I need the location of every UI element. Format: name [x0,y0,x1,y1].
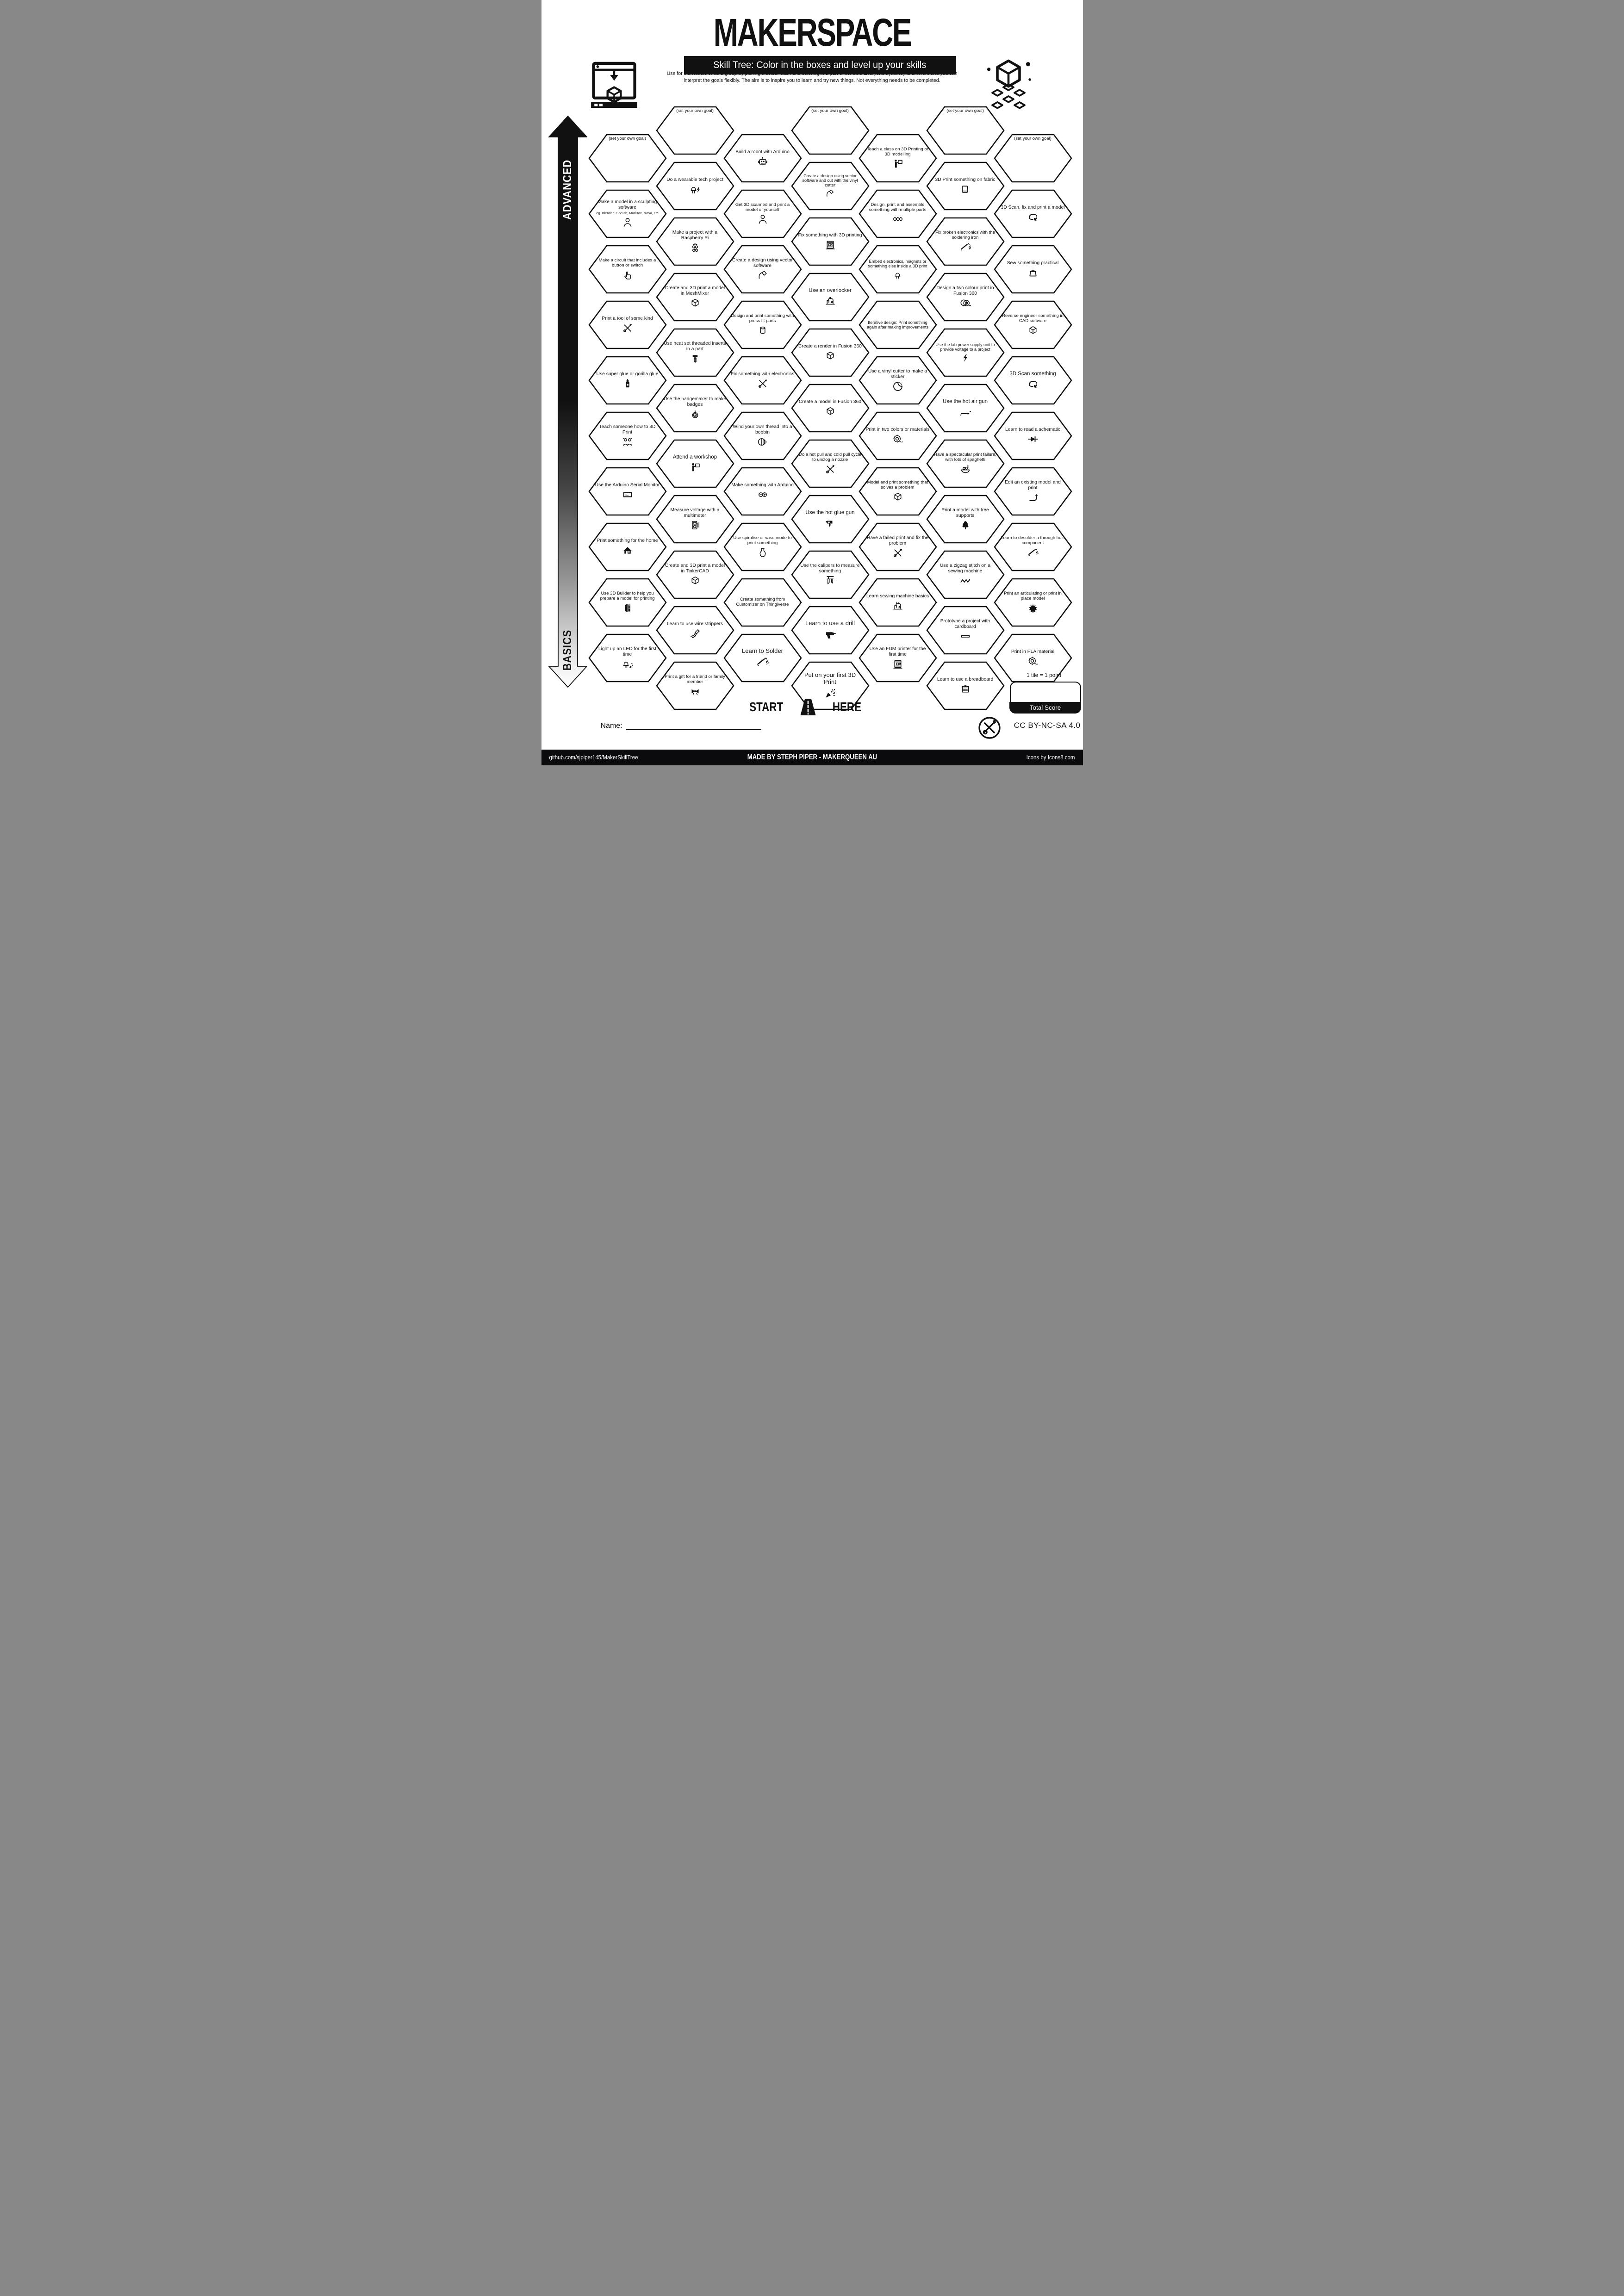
crossed-tools-icon [757,378,768,389]
bag-icon [1027,267,1039,278]
crossed-tools-icon [825,464,836,475]
footer-bar [541,750,1083,765]
tile-label: 3D Scan, fix and print a model [1001,205,1065,210]
skill-tile[interactable] [993,577,1073,627]
goal-tile[interactable] [993,133,1073,183]
tile-label: Use the hot air gun [942,398,988,404]
tile-label: Use heat set threaded inserts in a part [664,341,726,352]
tile-label: Learn to desolder a through hole component [1001,535,1065,546]
tile-label: Learn to read a schematic [1005,427,1061,432]
tile-label: (set your own goal) [811,108,849,113]
skill-tile[interactable] [993,522,1073,572]
tile-label: Use 3D Builder to help you prepare a model for printing [600,590,655,601]
cylinder-icon [757,325,768,336]
filament-spool-icon [1027,656,1039,667]
tile-label: (set your own goal) [676,108,714,113]
dragon-icon [1027,602,1039,614]
tile-label: Edit an existing model and print [1005,479,1061,490]
name-label: Name: [600,722,622,730]
tile-label: Print a model with tree supports [941,507,989,518]
tile-label: (set your own goal) [609,136,646,141]
tile-label: Use a zigzag stitch on a sewing machine [940,563,991,574]
tile-label: Design and print something with press fit parts [731,313,794,323]
gift-bow-icon [690,686,701,697]
drill-icon [824,628,836,640]
tile-label: Create something from Customizer on Thingiverse [736,597,789,607]
lightning-icon [960,353,970,363]
tile-label: Make a project with a Raspberry Pi [672,230,718,241]
tile-label: Do a wearable tech project [666,177,723,182]
tile-label: Do a hot pull and cold pull cycle to unclog a nozzle [799,452,861,462]
glue-bottle-icon [622,378,633,389]
name-input-line[interactable] [626,722,761,730]
tile-label: Make a model in a sculpting software [597,199,657,210]
bobbin-icon [757,436,768,447]
house-icon [622,545,633,556]
cube-icon [825,406,836,417]
spaghetti-bowl-icon [960,464,971,475]
start-word: START [749,700,783,714]
pen-tool-icon [757,270,768,281]
footer-icons-credit: Icons by Icons8.com [1027,754,1075,761]
tile-label: Print something for the home [597,538,658,543]
tile-label: Use spiralise or vase mode to print something [733,535,792,546]
tile-label: Learn to Solder [742,647,783,654]
tile-label: Make something with Arduino [731,482,794,488]
road-icon [793,697,823,717]
edit-arrows-icon [1027,492,1039,503]
zigzag-icon [960,575,971,586]
skill-grid [541,0,1083,765]
tile-label: Create a design using vector software and cut with the vinyl cutter [802,173,858,188]
tile-label: Use an FDM printer for the first time [869,646,926,657]
raspberry-pi-icon [690,242,701,253]
tile-label: Fix something with electronics [730,371,795,377]
vase-icon [757,547,768,558]
crossed-tools-icon [622,323,633,334]
tile-label: Print a tool of some kind [602,316,653,321]
hand-press-icon [622,269,633,280]
calipers-icon [825,575,836,586]
total-score-box[interactable] [1010,682,1081,713]
tile-label: Put on your first 3D Print [804,671,856,685]
pen-tool-icon [825,189,835,199]
cube-icon [892,491,903,503]
page-title: MAKERSPACE [713,11,911,54]
skill-tile[interactable] [993,244,1073,294]
fabric-icon [960,184,971,195]
advanced-label: ADVANCED [560,159,574,220]
subtitle-text: Skill Tree: Color in the boxes and level up your skills [713,60,927,70]
footer-credit: MADE BY STEPH PIPER - MAKERQUEEN AU [747,753,877,761]
tile-label: Fix something with 3D printing [798,232,862,238]
cube-icon [1027,325,1039,336]
diode-icon [1027,434,1039,445]
3d-scan-icon [1027,379,1039,390]
tile-label: Print an articulating or print in place model [1004,590,1062,601]
tile-label: Iterative design: Print something again after making improvements [866,320,929,329]
tile-label: Print in two colors or materials [865,427,930,432]
tile-label: Build a robot with Arduino [735,149,790,155]
presenter-icon [690,462,701,473]
tile-label: Use the badgemaker to make badges [663,396,727,407]
two-people-icon [622,436,633,447]
tile-label: Design a two colour print in Fusion 360 [936,285,994,296]
multimeter-icon [690,520,701,531]
3d-printer-icon [825,239,836,250]
tile-label: Create and 3D print a model in MeshMixer [665,285,725,296]
tile-label: Embed electronics, magnets or something else inside a 3D print [868,259,927,268]
3d-printer-icon [892,658,903,670]
soldering-iron-icon [1027,547,1039,558]
skill-tile[interactable] [993,411,1073,461]
tile-label: Measure voltage with a multimeter [670,507,720,518]
tile-label: Make a circuit that includes a button or switch [598,257,656,268]
screw-icon [690,353,701,364]
cardboard-icon [960,631,971,642]
tile-label: Fix broken electronics with the soldering iron [935,230,996,240]
tree-icon [960,520,971,531]
wire-strippers-icon [690,628,701,639]
breadboard-icon [960,683,971,695]
tile-sublabel: eg. Blender, Z-brush, MudBox, Maya, etc [596,211,659,216]
tile-label: Teach a class on 3D Printing or 3D modelling [867,146,928,157]
badge-icon [690,409,701,420]
tile-label: Use super glue or gorilla glue [596,371,659,377]
sticker-icon [892,381,903,392]
tile-label: Have a failed print and fix the problem [866,535,929,546]
tile-label: Get 3D scanned and print a model of yourself [735,202,790,212]
makerspace-poster [541,0,1083,765]
footer-github: github.com/sjpiper145/MakerSkillTree [549,754,638,761]
tile-label: Wind your own thread into a bobbin [733,424,792,435]
hot-air-gun-icon [960,406,971,417]
cube-icon [690,298,701,309]
tile-label: Have a spectacular print failure, with lots of spaghetti [934,452,996,462]
tile-label: Use an overlocker [809,287,852,293]
robot-icon [757,156,768,167]
tile-label: Create and 3D print a model in TinkerCAD [665,563,725,574]
tile-label: Use the hot glue gun [805,509,855,515]
tile-label: Learn to use a drill [805,619,855,627]
overlocker-icon [825,295,836,306]
glue-gun-icon [825,517,836,528]
tile-label: Use the lab power supply unit to provide voltage to a project [935,342,995,352]
tile-label: (set your own goal) [1014,136,1052,141]
tile-label: 3D Print something on fabric [935,177,996,182]
score-hint: 1 tile = 1 point [1026,672,1062,678]
skill-tile[interactable] [993,355,1073,405]
tile-label: Print a gift for a friend or family member [665,674,725,684]
here-word: HERE [832,700,861,714]
cube-icon [825,350,836,361]
serial-monitor-icon [622,489,633,500]
tile-label: Reverse engineer something in CAD software [1002,313,1064,323]
tile-label: Use the calipers to measure something [800,563,860,574]
statue-icon [622,217,633,228]
license-text: CC BY-NC-SA 4.0 [1014,721,1081,730]
tile-label: Model and print something that solves a problem [867,479,928,490]
tile-label: Use the Arduino Serial Monitor [595,482,660,488]
tile-label: Print in PLA material [1011,649,1055,654]
filament-spool-icon [892,434,903,445]
tile-label: Learn to use a breadboard [937,676,994,682]
presenter-icon [892,158,903,169]
tile-label: Create a render in Fusion 360 [798,343,862,349]
skill-tile[interactable] [993,189,1073,239]
tile-label: Prototype a project with cardboard [940,618,990,629]
tile-label: Attend a workshop [672,454,717,460]
led-lightning-icon [690,184,701,195]
tile-label: (set your own goal) [946,108,984,113]
description-line-2: interpret the goals flexibly. The aim is to inspire you to learn and try new things. Not everything needs to be completed. [684,78,940,84]
name-row [601,722,761,730]
tile-label: Create a model in Fusion 360 [798,399,862,404]
tile-label: Design, print and assemble something with multiple parts [869,202,927,212]
three-cubes-icon [892,214,903,225]
tile-label: Learn to use wire strippers [666,621,723,627]
sewing-machine-icon [892,600,903,611]
arduino-icon [757,489,768,500]
tile-label: Light up an LED for the first time [598,646,657,657]
two-spools-icon [960,298,971,309]
cc-tools-icon [977,715,1002,740]
start-here [745,697,865,717]
led-icon [893,270,902,279]
tile-label: Learn sewing machine basics [866,593,929,599]
cube-icon [690,575,701,586]
tile-label: Teach someone how to 3D Print [599,424,656,435]
tile-label: Sew something practical [1007,260,1059,266]
tile-label: 3D Scan something [1009,371,1056,377]
description-line-1: Use for individuals or as a group by picking a colour each and coloring in a part of the box. Everyone's journey is different and you can [666,71,958,76]
led-confetti-icon [622,658,633,670]
skill-tile[interactable] [993,466,1073,516]
basics-label: BASICS [560,629,574,671]
tile-label: Create a design using vector software [732,257,793,268]
soldering-iron-icon [756,656,769,668]
total-score-bar: Total Score [1009,702,1081,714]
tile-label: Use a vinyl cutter to make a sticker [868,368,927,379]
crossed-tools-icon [892,547,903,558]
skill-tile[interactable] [993,300,1073,350]
soldering-iron-icon [960,242,971,253]
3d-scan-icon [1027,211,1039,223]
head-icon [757,214,768,225]
3d-builder-icon [622,602,633,614]
